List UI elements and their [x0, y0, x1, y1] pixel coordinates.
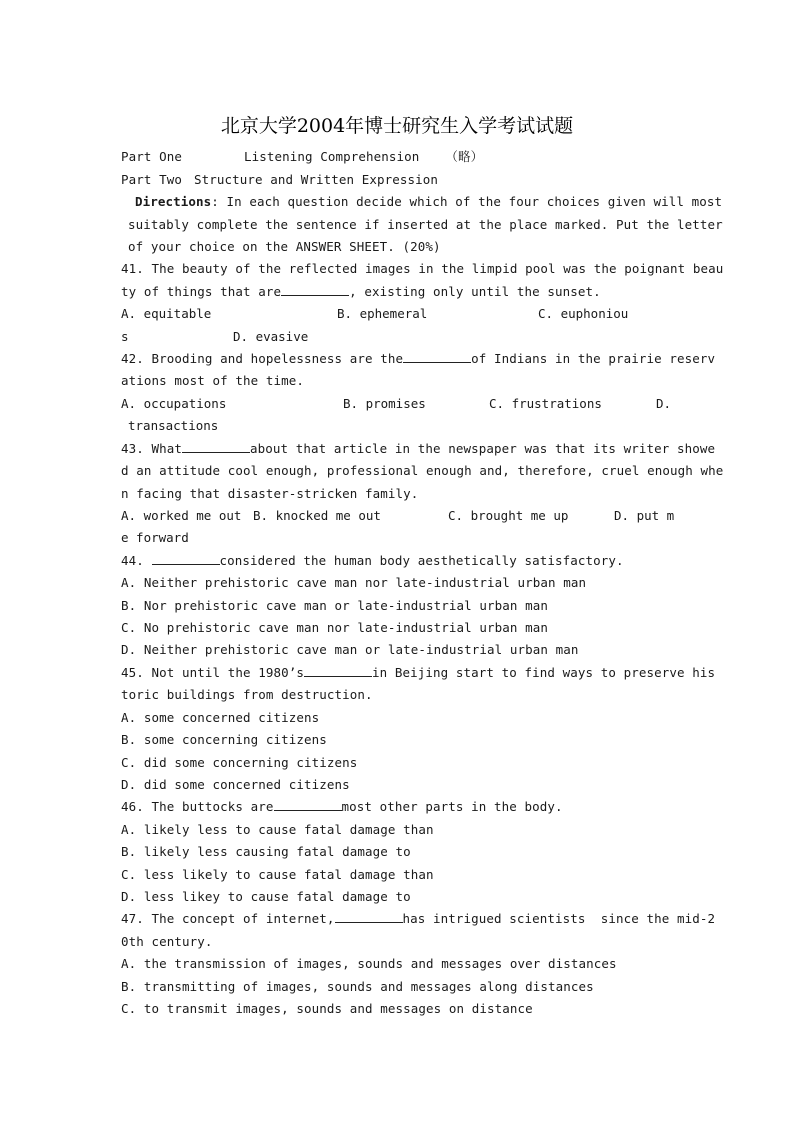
answer-blank: [281, 284, 349, 296]
q41-option-c-wrap: s: [121, 329, 129, 344]
q47-stem-1: 47. The concept of internet, has intrigued scientists since the mid-2: [121, 911, 716, 926]
q41-option-a: A. equitable: [121, 306, 212, 321]
part-one-line: [121, 148, 676, 166]
q41-stem-1: 41. The beauty of the reflected images in the limpid pool was the poignant beau: [121, 261, 724, 276]
part-two-label: Part Two: [121, 172, 183, 187]
answer-blank: [152, 553, 220, 565]
q42-stem-2: ations most of the time.: [121, 373, 305, 388]
q47-option-a: A. the transmission of images, sounds and messages over distances: [121, 956, 617, 971]
answer-blank: [304, 665, 372, 677]
q42-option-c: C. frustrations: [489, 396, 602, 411]
q42-option-a: A. occupations: [121, 396, 227, 411]
q41-option-b: B. ephemeral: [337, 306, 428, 321]
q43-option-c: C. brought me up: [448, 508, 569, 523]
q43-stem-3: n facing that disaster-stricken family.: [121, 486, 419, 501]
q47-option-c: C. to transmit images, sounds and messages on distance: [121, 1001, 533, 1016]
answer-blank: [274, 799, 342, 811]
q42-option-d-wrap: transactions: [128, 418, 219, 433]
directions-line-3: of your choice on the ANSWER SHEET. (20%): [128, 239, 441, 254]
q46-option-d: D. less likey to cause fatal damage to: [121, 889, 411, 904]
q43-option-a: A. worked me out: [121, 508, 242, 523]
page-title: 北京大学2004年博士研究生入学考试试题: [220, 115, 574, 137]
q47-stem-2: 0th century.: [121, 934, 213, 949]
q43-option-d-wrap: e forward: [121, 530, 189, 545]
q46-stem-1: 46. The buttocks are most other parts in the body.: [121, 799, 563, 814]
answer-blank: [182, 441, 250, 453]
q43-stem-2: d an attitude cool enough, professional enough and, therefore, cruel enough whe: [121, 463, 724, 478]
q44-option-d: D. Neither prehistoric cave man or late-industrial urban man: [121, 642, 579, 657]
q45-option-b: B. some concerning citizens: [121, 732, 327, 747]
q45-option-d: D. did some concerned citizens: [121, 777, 350, 792]
q44-stem-1: 44. considered the human body aesthetically satisfactory.: [121, 553, 624, 568]
q47-option-b: B. transmitting of images, sounds and messages along distances: [121, 979, 594, 994]
q42-option-d: D.: [656, 396, 672, 411]
q43-option-d: D. put m: [614, 508, 675, 523]
part-one-name: Listening Comprehension: [244, 149, 420, 164]
q45-option-a: A. some concerned citizens: [121, 710, 320, 725]
part-two-name: Structure and Written Expression: [194, 172, 439, 187]
q45-stem-1: 45. Not until the 1980’s in Beijing start to find ways to preserve his: [121, 665, 716, 680]
answer-blank: [335, 911, 403, 923]
directions-line-2: suitably complete the sentence if inserted at the place marked. Put the letter: [128, 217, 723, 232]
q46-option-b: B. likely less causing fatal damage to: [121, 844, 411, 859]
directions-label: Directions: [135, 194, 212, 209]
directions-line-1: Directions: In each question decide which of the four choices given will most: [135, 194, 723, 209]
part-one-note: （略）: [445, 149, 484, 164]
q41-stem-2: ty of things that are , existing only until the sunset.: [121, 284, 601, 299]
q45-stem-2: toric buildings from destruction.: [121, 687, 373, 702]
part-two-line: [121, 171, 676, 189]
q41-option-c: C. euphoniou: [538, 306, 629, 321]
q43-stem-1: 43. What about that article in the newspaper was that its writer showe: [121, 441, 716, 456]
q41-option-d: D. evasive: [233, 329, 309, 344]
q45-option-c: C. did some concerning citizens: [121, 755, 358, 770]
part-one-label: Part One: [121, 149, 183, 164]
q44-option-a: A. Neither prehistoric cave man nor late-industrial urban man: [121, 575, 587, 590]
q44-option-b: B. Nor prehistoric cave man or late-industrial urban man: [121, 598, 549, 613]
q42-option-b: B. promises: [343, 396, 426, 411]
q42-stem-1: 42. Brooding and hopelessness are the of Indians in the prairie reserv: [121, 351, 716, 366]
q43-option-b: B. knocked me out: [253, 508, 381, 523]
q46-option-a: A. likely less to cause fatal damage than: [121, 822, 434, 837]
q46-option-c: C. less likely to cause fatal damage than: [121, 867, 434, 882]
answer-blank: [403, 351, 471, 363]
q44-option-c: C. No prehistoric cave man nor late-industrial urban man: [121, 620, 549, 635]
